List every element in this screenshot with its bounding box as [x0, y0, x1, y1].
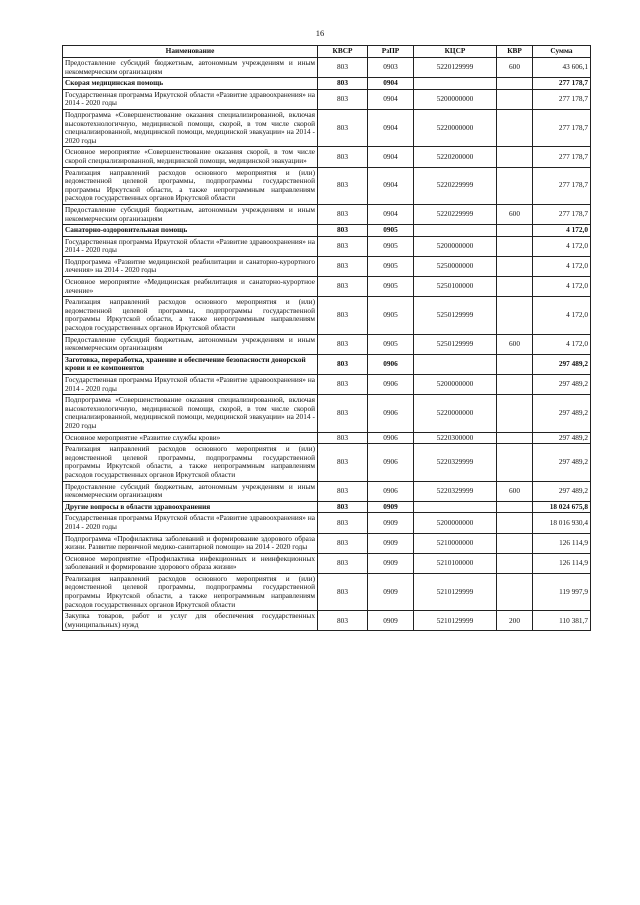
row-name-cell: Санаторно-оздоровительная помощь [63, 225, 318, 237]
row-kvr-cell [497, 277, 533, 297]
row-kvsr-cell: 803 [318, 432, 368, 444]
row-sum-cell: 297 489,2 [533, 375, 591, 395]
row-kcsr-cell: 5210129999 [414, 611, 497, 631]
row-kcsr-cell: 5220200000 [414, 147, 497, 167]
row-kvr-cell [497, 167, 533, 204]
budget-table [62, 45, 591, 631]
row-rzpr-cell: 0905 [368, 225, 414, 237]
row-name-cell: Основное мероприятие «Совершенствование оказания скорой, в том числе скорой специализированной, медицинской помощи, медицинской эвакуации» [63, 147, 318, 167]
table-row [63, 334, 591, 354]
row-kvr-cell [497, 147, 533, 167]
row-rzpr-cell: 0905 [368, 236, 414, 256]
row-name-cell: Государственная программа Иркутской области «Развитие здравоохранения» на 2014 - 2020 годы [63, 236, 318, 256]
row-kvr-cell [497, 297, 533, 334]
section-row [63, 354, 591, 374]
row-name-cell: Подпрограмма «Совершенствование оказания специализированной, включая высокотехнологичную, медицинской помощи, скорой, в том числе скорой специализированной, медицинской помощи, медицинской эвакуации» на 2014 - 2020 годы [63, 395, 318, 432]
row-kcsr-cell: 5220300000 [414, 432, 497, 444]
section-row [63, 78, 591, 90]
row-kvr-cell [497, 553, 533, 573]
row-rzpr-cell: 0903 [368, 58, 414, 78]
row-sum-cell: 297 489,2 [533, 395, 591, 432]
page-number: 16 [315, 28, 325, 38]
row-name-cell: Государственная программа Иркутской области «Развитие здравоохранения» на 2014 - 2020 годы [63, 375, 318, 395]
row-kvsr-cell: 803 [318, 225, 368, 237]
table-row [63, 89, 591, 109]
row-name-cell: Реализация направлений расходов основного мероприятия и (или) ведомственной целевой программы, подпрограммы государственной программы Иркутской области, а также непрограммным направлениям расходов государственных органов Иркутской области [63, 573, 318, 610]
table-row [63, 58, 591, 78]
row-kcsr-cell: 5200000000 [414, 375, 497, 395]
row-sum-cell: 297 489,2 [533, 354, 591, 374]
header-name: Наименование [63, 46, 318, 58]
table-row [63, 256, 591, 276]
row-kvr-cell: 600 [497, 58, 533, 78]
row-kcsr-cell: 5200000000 [414, 89, 497, 109]
table-body [63, 58, 591, 631]
row-rzpr-cell: 0905 [368, 334, 414, 354]
table-row [63, 444, 591, 481]
row-sum-cell: 43 606,1 [533, 58, 591, 78]
table-row [63, 481, 591, 501]
row-kvr-cell [497, 236, 533, 256]
table-row [63, 375, 591, 395]
row-rzpr-cell: 0909 [368, 611, 414, 631]
row-kvsr-cell: 803 [318, 354, 368, 374]
row-rzpr-cell: 0904 [368, 89, 414, 109]
row-sum-cell: 277 178,7 [533, 78, 591, 90]
row-kvsr-cell: 803 [318, 444, 368, 481]
row-rzpr-cell: 0905 [368, 277, 414, 297]
row-sum-cell: 4 172,0 [533, 297, 591, 334]
row-kvr-cell [497, 225, 533, 237]
table-row [63, 611, 591, 631]
row-name-cell: Предоставление субсидий бюджетным, автономным учреждениям и иным некоммерческим организациям [63, 204, 318, 224]
row-sum-cell: 4 172,0 [533, 277, 591, 297]
section-row [63, 225, 591, 237]
row-kcsr-cell: 5220229999 [414, 204, 497, 224]
row-kvsr-cell: 803 [318, 58, 368, 78]
row-rzpr-cell: 0909 [368, 513, 414, 533]
row-kvsr-cell: 803 [318, 611, 368, 631]
row-rzpr-cell: 0904 [368, 109, 414, 146]
row-sum-cell: 126 114,9 [533, 533, 591, 553]
row-kvr-cell [497, 78, 533, 90]
row-kvsr-cell: 803 [318, 481, 368, 501]
table-row [63, 147, 591, 167]
row-sum-cell: 18 016 930,4 [533, 513, 591, 533]
row-kvsr-cell: 803 [318, 297, 368, 334]
row-kvsr-cell: 803 [318, 553, 368, 573]
row-sum-cell: 4 172,0 [533, 334, 591, 354]
row-kvsr-cell: 803 [318, 236, 368, 256]
row-kvr-cell [497, 533, 533, 553]
row-kcsr-cell: 5220129999 [414, 58, 497, 78]
row-kcsr-cell: 5220329999 [414, 481, 497, 501]
row-kcsr-cell: 5210129999 [414, 573, 497, 610]
row-name-cell: Реализация направлений расходов основного мероприятия и (или) ведомственной целевой программы, подпрограммы государственной программы Иркутской области, а также непрограммным направлениям расходов государственных органов Иркутской области [63, 444, 318, 481]
row-kvsr-cell: 803 [318, 395, 368, 432]
header-kvr: КВР [497, 46, 533, 58]
row-rzpr-cell: 0904 [368, 167, 414, 204]
table-row [63, 277, 591, 297]
row-name-cell: Основное мероприятие «Профилактика инфекционных и неинфекционных заболеваний и формирование здорового образа жизни» [63, 553, 318, 573]
row-kcsr-cell: 5220000000 [414, 109, 497, 146]
row-sum-cell: 297 489,2 [533, 444, 591, 481]
row-rzpr-cell: 0909 [368, 573, 414, 610]
row-kcsr-cell: 5210000000 [414, 533, 497, 553]
row-kvr-cell [497, 395, 533, 432]
table-row [63, 573, 591, 610]
row-rzpr-cell: 0906 [368, 432, 414, 444]
row-kvr-cell [497, 354, 533, 374]
row-kvsr-cell: 803 [318, 204, 368, 224]
row-kvsr-cell: 803 [318, 573, 368, 610]
row-sum-cell: 277 178,7 [533, 204, 591, 224]
row-rzpr-cell: 0906 [368, 444, 414, 481]
row-kvr-cell [497, 256, 533, 276]
row-rzpr-cell: 0906 [368, 481, 414, 501]
row-name-cell: Предоставление субсидий бюджетным, автономным учреждениям и иным некоммерческим организациям [63, 58, 318, 78]
table-row [63, 432, 591, 444]
row-sum-cell: 297 489,2 [533, 481, 591, 501]
table-row [63, 204, 591, 224]
table-row [63, 109, 591, 146]
row-sum-cell: 110 381,7 [533, 611, 591, 631]
row-kvsr-cell: 803 [318, 78, 368, 90]
row-sum-cell: 297 489,2 [533, 432, 591, 444]
row-kcsr-cell: 5220229999 [414, 167, 497, 204]
row-kvsr-cell: 803 [318, 167, 368, 204]
header-sum: Сумма [533, 46, 591, 58]
row-name-cell: Реализация направлений расходов основного мероприятия и (или) ведомственной целевой программы, подпрограммы государственной программы Иркутской области, а также непрограммным направлениям расходов государственных органов Иркутской области [63, 167, 318, 204]
row-name-cell: Основное мероприятие «Развитие службы крови» [63, 432, 318, 444]
row-sum-cell: 4 172,0 [533, 225, 591, 237]
row-rzpr-cell: 0909 [368, 533, 414, 553]
row-kvsr-cell: 803 [318, 147, 368, 167]
row-kvsr-cell: 803 [318, 109, 368, 146]
row-name-cell: Предоставление субсидий бюджетным, автономным учреждениям и иным некоммерческим организациям [63, 334, 318, 354]
row-rzpr-cell: 0906 [368, 395, 414, 432]
header-kvsr: КВСР [318, 46, 368, 58]
row-kvr-cell [497, 375, 533, 395]
row-kcsr-cell: 5250129999 [414, 297, 497, 334]
row-rzpr-cell: 0905 [368, 256, 414, 276]
row-kcsr-cell: 5250129999 [414, 334, 497, 354]
row-kvsr-cell: 803 [318, 89, 368, 109]
row-kvsr-cell: 803 [318, 277, 368, 297]
row-name-cell: Скорая медицинская помощь [63, 78, 318, 90]
row-rzpr-cell: 0909 [368, 501, 414, 513]
row-kcsr-cell [414, 225, 497, 237]
row-name-cell: Предоставление субсидий бюджетным, автономным учреждениям и иным некоммерческим организациям [63, 481, 318, 501]
table-row [63, 513, 591, 533]
row-name-cell: Подпрограмма «Профилактика заболеваний и формирование здорового образа жизни. Развитие первичной медико-санитарной помощи» на 2014 - 2020 годы [63, 533, 318, 553]
row-kvr-cell [497, 432, 533, 444]
row-kvsr-cell: 803 [318, 334, 368, 354]
table-row [63, 297, 591, 334]
table-row [63, 167, 591, 204]
row-name-cell: Государственная программа Иркутской области «Развитие здравоохранения» на 2014 - 2020 годы [63, 89, 318, 109]
row-kvr-cell: 600 [497, 481, 533, 501]
row-kcsr-cell [414, 354, 497, 374]
row-kcsr-cell: 5210100000 [414, 553, 497, 573]
row-sum-cell: 277 178,7 [533, 89, 591, 109]
table-row [63, 553, 591, 573]
row-kvr-cell: 200 [497, 611, 533, 631]
section-row [63, 501, 591, 513]
row-kvsr-cell: 803 [318, 513, 368, 533]
row-name-cell: Закупка товаров, работ и услуг для обеспечения государственных (муниципальных) нужд [63, 611, 318, 631]
row-sum-cell: 277 178,7 [533, 109, 591, 146]
row-rzpr-cell: 0904 [368, 78, 414, 90]
row-name-cell: Реализация направлений расходов основного мероприятия и (или) ведомственной целевой программы, подпрограммы государственной программы Иркутской области, а также непрограммным направлениям расходов государственных органов Иркутской области [63, 297, 318, 334]
row-kvr-cell [497, 513, 533, 533]
row-kcsr-cell: 5220000000 [414, 395, 497, 432]
table-row [63, 236, 591, 256]
row-kcsr-cell [414, 78, 497, 90]
row-sum-cell: 277 178,7 [533, 167, 591, 204]
row-kvsr-cell: 803 [318, 375, 368, 395]
row-kcsr-cell: 5200000000 [414, 513, 497, 533]
row-sum-cell: 119 997,9 [533, 573, 591, 610]
row-kvsr-cell: 803 [318, 533, 368, 553]
row-kcsr-cell: 5250100000 [414, 277, 497, 297]
table-header-row [63, 46, 591, 58]
row-sum-cell: 277 178,7 [533, 147, 591, 167]
row-name-cell: Подпрограмма «Совершенствование оказания специализированной, включая высокотехнологичную, медицинской помощи, скорой, в том числе скорой специализированной, медицинской помощи, медицинской эвакуации» на 2014 - 2020 годы [63, 109, 318, 146]
row-kcsr-cell [414, 501, 497, 513]
row-kvr-cell: 600 [497, 334, 533, 354]
row-kcsr-cell: 5250000000 [414, 256, 497, 276]
table-row [63, 395, 591, 432]
row-kvr-cell [497, 109, 533, 146]
row-rzpr-cell: 0906 [368, 354, 414, 374]
row-name-cell: Подпрограмма «Развитие медицинской реабилитации и санаторно-курортного лечения» на 2014 - 2020 годы [63, 256, 318, 276]
row-name-cell: Государственная программа Иркутской области «Развитие здравоохранения» на 2014 - 2020 годы [63, 513, 318, 533]
row-kvr-cell [497, 89, 533, 109]
row-name-cell: Основное мероприятие «Медицинская реабилитация и санаторно-курортное лечение» [63, 277, 318, 297]
row-kvr-cell [497, 573, 533, 610]
row-kcsr-cell: 5200000000 [414, 236, 497, 256]
row-kvsr-cell: 803 [318, 256, 368, 276]
header-rzpr: РзПР [368, 46, 414, 58]
table-row [63, 533, 591, 553]
header-kcsr: КЦСР [414, 46, 497, 58]
row-rzpr-cell: 0906 [368, 375, 414, 395]
row-rzpr-cell: 0904 [368, 204, 414, 224]
row-sum-cell: 126 114,9 [533, 553, 591, 573]
row-sum-cell: 4 172,0 [533, 236, 591, 256]
row-kvr-cell: 600 [497, 204, 533, 224]
row-kvr-cell [497, 444, 533, 481]
row-sum-cell: 18 024 675,8 [533, 501, 591, 513]
row-rzpr-cell: 0909 [368, 553, 414, 573]
row-rzpr-cell: 0904 [368, 147, 414, 167]
row-kvsr-cell: 803 [318, 501, 368, 513]
row-name-cell: Другие вопросы в области здравоохранения [63, 501, 318, 513]
row-kcsr-cell: 5220329999 [414, 444, 497, 481]
row-rzpr-cell: 0905 [368, 297, 414, 334]
row-sum-cell: 4 172,0 [533, 256, 591, 276]
row-name-cell: Заготовка, переработка, хранение и обеспечение безопасности донорской крови и ее компонентов [63, 354, 318, 374]
row-kvr-cell [497, 501, 533, 513]
